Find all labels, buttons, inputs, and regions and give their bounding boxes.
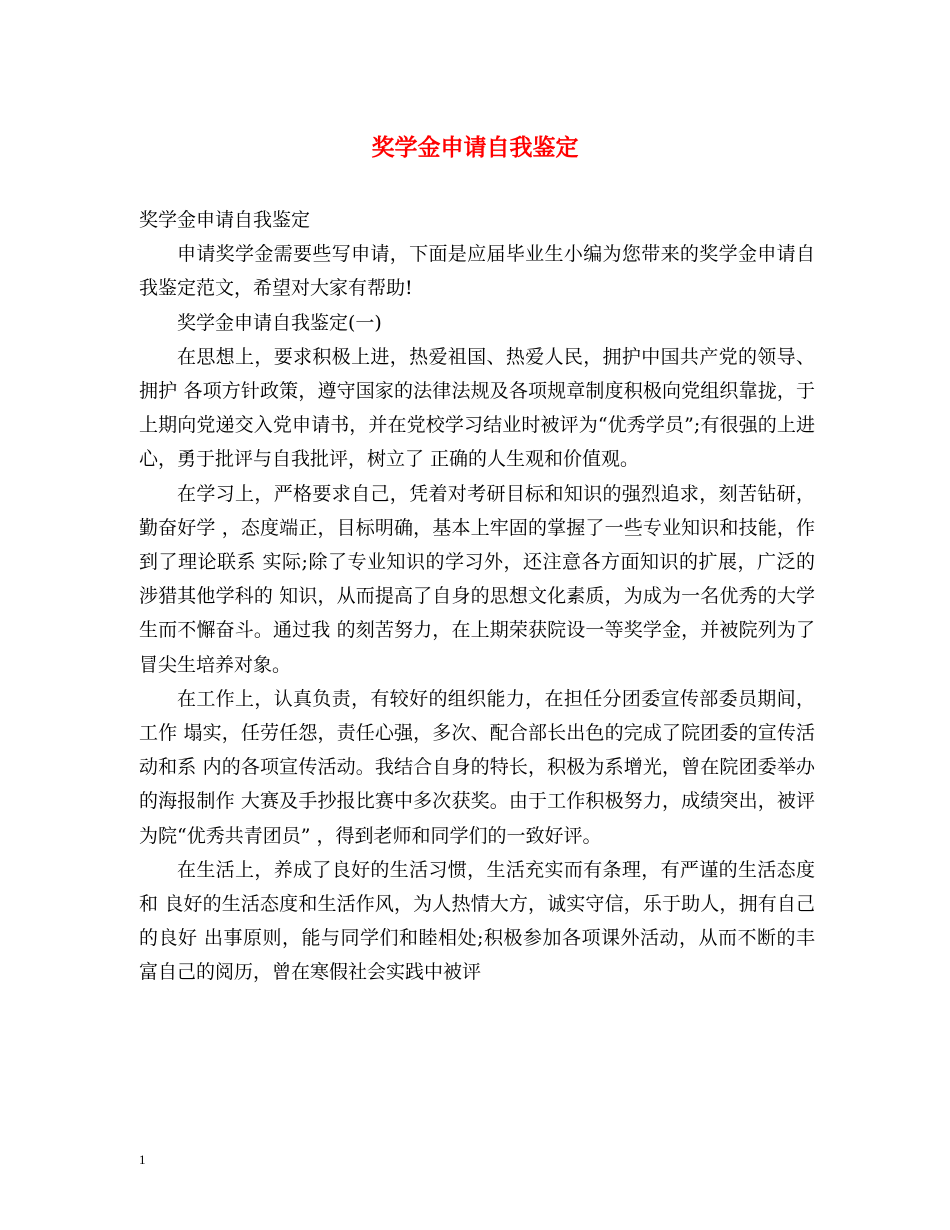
document-body [139, 203, 815, 990]
paragraph-ideology: 在思想上，要求积极上进，热爱祖国、热爱人民，拥护中国共产党的领导、拥护 各项方针政策，遵守国家的法律法规及各项规章制度积极向党组织靠拢，于上期向党递交入党申请书，并在党校学习结业时被评为“优秀学员”;有很强的上进心，勇于批评与自我批评，树立了 正确的人生观和价值观。 [139, 345, 815, 471]
paragraph-life: 在生活上，养成了良好的生活习惯，生活充实而有条理，有严谨的生活态度和 良好的生活态度和生活作风，为人热情大方，诚实守信，乐于助人，拥有自己的良好 出事原则，能与同学们和睦相处;积极参加各项课外活动，从而不断的丰富自己的阅历，曾在寒假社会实践中被评 [139, 858, 815, 984]
document-title: 奖学金申请自我鉴定 [371, 134, 579, 161]
page-number: 1 [139, 1152, 146, 1167]
paragraph-subheading: 奖学金申请自我鉴定(一) [177, 311, 382, 334]
paragraph-work: 在工作上，认真负责，有较好的组织能力，在担任分团委宣传部委员期间，工作 塌实，任劳任怨，责任心强，多次、配合部长出色的完成了院团委的宣传活动和系 内的各项宣传活动。我结合自身的特长，积极为系增光，曾在院团委举办的海报制作 大赛及手抄报比赛中多次获奖。由于工作积极努力，成绩突出，被评为院“优秀共青团员” ，得到老师和同学们的一致好评。 [139, 687, 815, 847]
paragraph-heading: 奖学金申请自我鉴定 [139, 209, 311, 231]
paragraph-intro: 申请奖学金需要些写申请，下面是应届毕业生小编为您带来的奖学金申请自我鉴定范文，希望对大家有帮助! [139, 243, 815, 300]
paragraph-study: 在学习上，严格要求自己，凭着对考研目标和知识的强烈追求，刻苦钻研，勤奋好学 ，态度端正，目标明确，基本上牢固的掌握了一些专业知识和技能，作到了理论联系 实际;除了专业知识的学习外，还注意各方面知识的扩展，广泛的涉猎其他学科的 知识，从而提高了自身的思想文化素质，为成为一名优秀的大学生而不懈奋斗。通过我 的刻苦努力，在上期荣获院设一等奖学金，并被院列为了冒尖生培养对象。 [139, 482, 815, 676]
